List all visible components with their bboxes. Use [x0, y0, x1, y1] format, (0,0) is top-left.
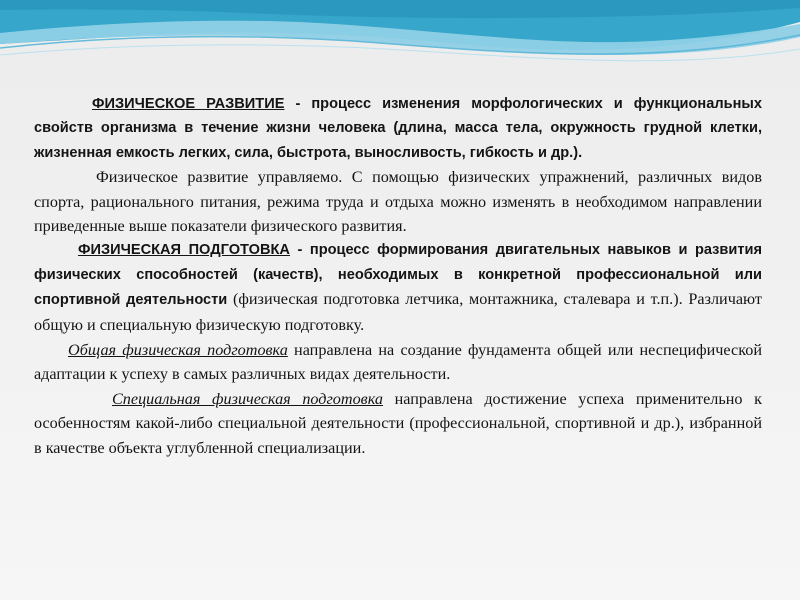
term-special-training: Специальная физическая подготовка: [112, 389, 383, 408]
development-manageable-text: Физическое развитие управляемо. С помощью физических упражнений, различных видов спорта, рационального питания, режима труда и отдыха можно изменять в необходимом направлении приведенные выше показатели физического развития.: [34, 168, 762, 236]
paragraph-physical-training: [34, 238, 762, 338]
term-general-training: Общая физическая подготовка: [68, 341, 288, 360]
general-training-text: направлена на создание фундамента общей или неспецифической адаптации к успеху в самых различных видах деятельности.: [34, 341, 762, 384]
physical-training-examples: (физическая подготовка летчика, монтажника, сталевара и т.п.). Различают общую и специальную физическую подготовку.: [34, 290, 762, 334]
paragraph-development-manageable: [34, 165, 762, 238]
definition-physical-training: - процесс формирования двигательных навыков и развития физических способностей (качеств), необходимых в конкретной профессиональной или спортивной деятельности: [34, 242, 762, 309]
decorative-wave-header: [0, 0, 800, 90]
term-physical-training: ФИЗИЧЕСКАЯ ПОДГОТОВКА: [78, 242, 290, 259]
special-training-text: направлена достижение успеха применительно к особенностям какой-либо специальной деятельности (профессиональной, спортивной и др.), избранной в качестве объекта углубленной специализации.: [34, 389, 762, 457]
paragraph-general-training: [34, 338, 762, 387]
term-physical-development: ФИЗИЧЕСКОЕ РАЗВИТИЕ: [92, 96, 285, 112]
paragraph-special-training: [34, 387, 762, 460]
main-text-block: [34, 92, 762, 460]
paragraph-physical-development: [34, 92, 762, 165]
definition-physical-development: - процесс изменения морфологических и функциональных свойств организма в течение жизни человека (длина, масса тела, окружность грудной клетки, жизненная емкость легких, сила, быстрота, выносливость, гибкость и др.).: [34, 96, 762, 161]
